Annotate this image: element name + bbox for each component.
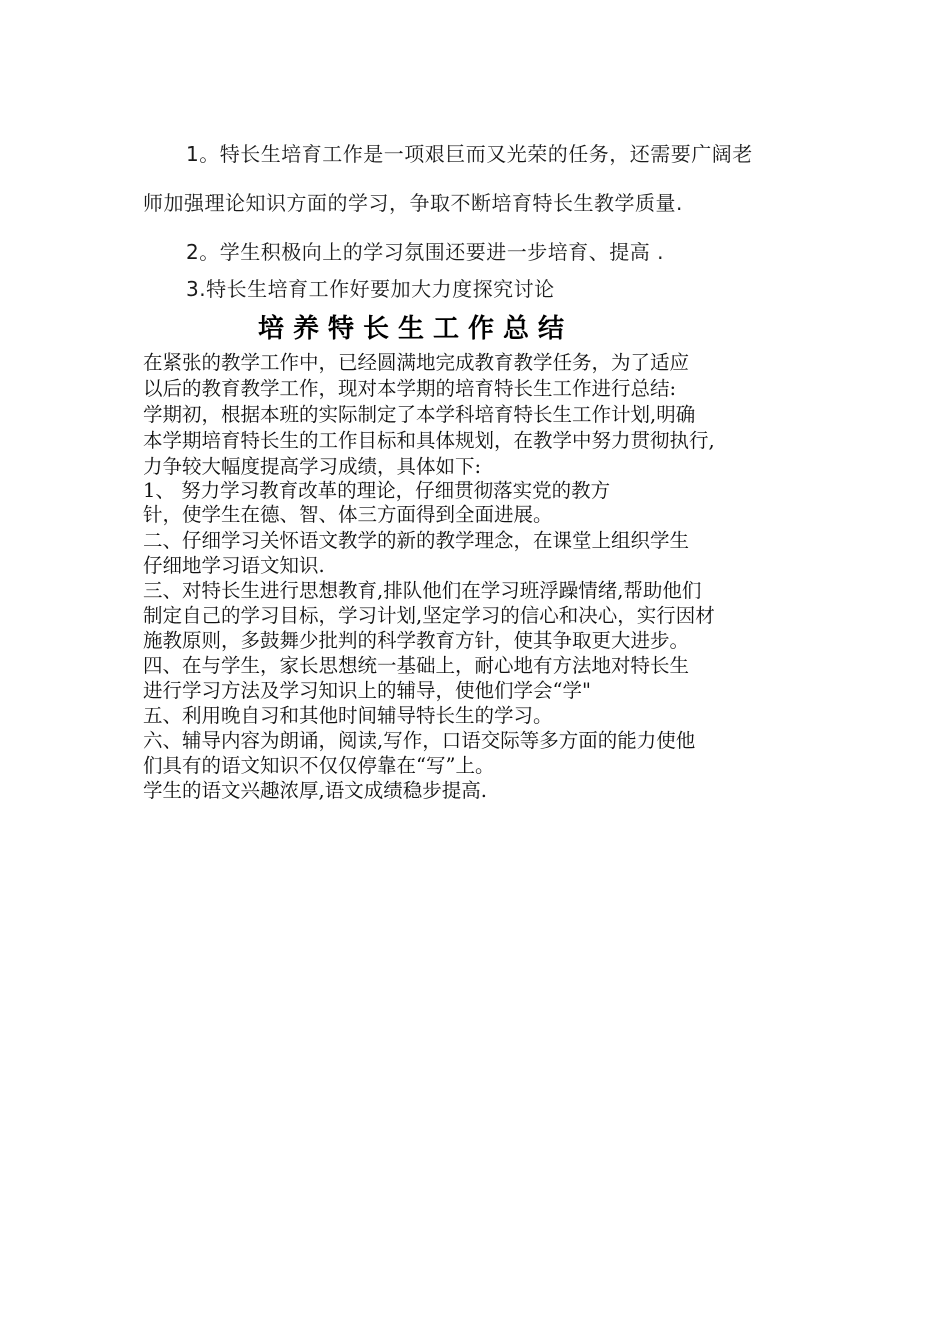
body-line: 二、仔细学习关怀语文教学的新的教学理念，在课堂上组织学生: [143, 529, 690, 552]
body-line: 学生的语文兴趣浓厚,语文成绩稳步提高.: [143, 779, 487, 802]
conclusion-point-1-line-2: 师加强理论知识方面的学习，争取不断培育特长生教学质量.: [143, 191, 683, 215]
body-line: 学期初，根据本班的实际制定了本学科培育特长生工作计划,明确: [143, 403, 696, 426]
body-line: 们具有的语文知识不仅仅停靠在“写”上。: [143, 754, 495, 777]
conclusion-point-3: 3.特长生培育工作好要加大力度探究讨论: [186, 277, 555, 301]
body-line: 本学期培育特长生的工作目标和具体规划，在教学中努力贯彻执行,: [143, 429, 715, 452]
body-line: 仔细地学习语文知识.: [143, 554, 325, 577]
body-line: 施教原则，多鼓舞少批判的科学教育方针，使其争取更大进步。: [143, 629, 690, 652]
body-line: 五、利用晚自习和其他时间辅导特长生的学习。: [143, 704, 553, 727]
body-line: 针，使学生在德、智、体三方面得到全面进展。: [143, 503, 553, 526]
body-line: 力争较大幅度提高学习成绩，具体如下:: [143, 455, 482, 478]
conclusion-point-1-line-1: 1。特长生培育工作是一项艰巨而又光荣的任务，还需要广阔老: [186, 142, 753, 166]
body-line: 四、在与学生，家长思想统一基础上，耐心地有方法地对特长生: [143, 654, 690, 677]
article-title: 培养特长生工作总结: [258, 314, 574, 344]
body-line: 进行学习方法及学习知识上的辅导，使他们学会“学": [143, 679, 591, 702]
body-line: 三、对特长生进行思想教育,排队他们在学习班浮躁情绪,帮助他们: [143, 579, 702, 602]
conclusion-point-2: 2。学生积极向上的学习氛围还要进一步培育、提高 .: [186, 240, 664, 264]
body-line: 在紧张的教学工作中，已经圆满地完成教育教学任务，为了适应: [143, 351, 690, 374]
body-line: 六、辅导内容为朗诵，阅读,写作，口语交际等多方面的能力使他: [143, 729, 696, 752]
body-line: 以后的教育教学工作，现对本学期的培育特长生工作进行总结:: [143, 377, 677, 400]
body-line: 1、 努力学习教育改革的理论，仔细贯彻落实党的教方: [143, 479, 611, 502]
body-line: 制定自己的学习目标，学习计划,坚定学习的信心和决心，实行因材: [143, 604, 715, 627]
